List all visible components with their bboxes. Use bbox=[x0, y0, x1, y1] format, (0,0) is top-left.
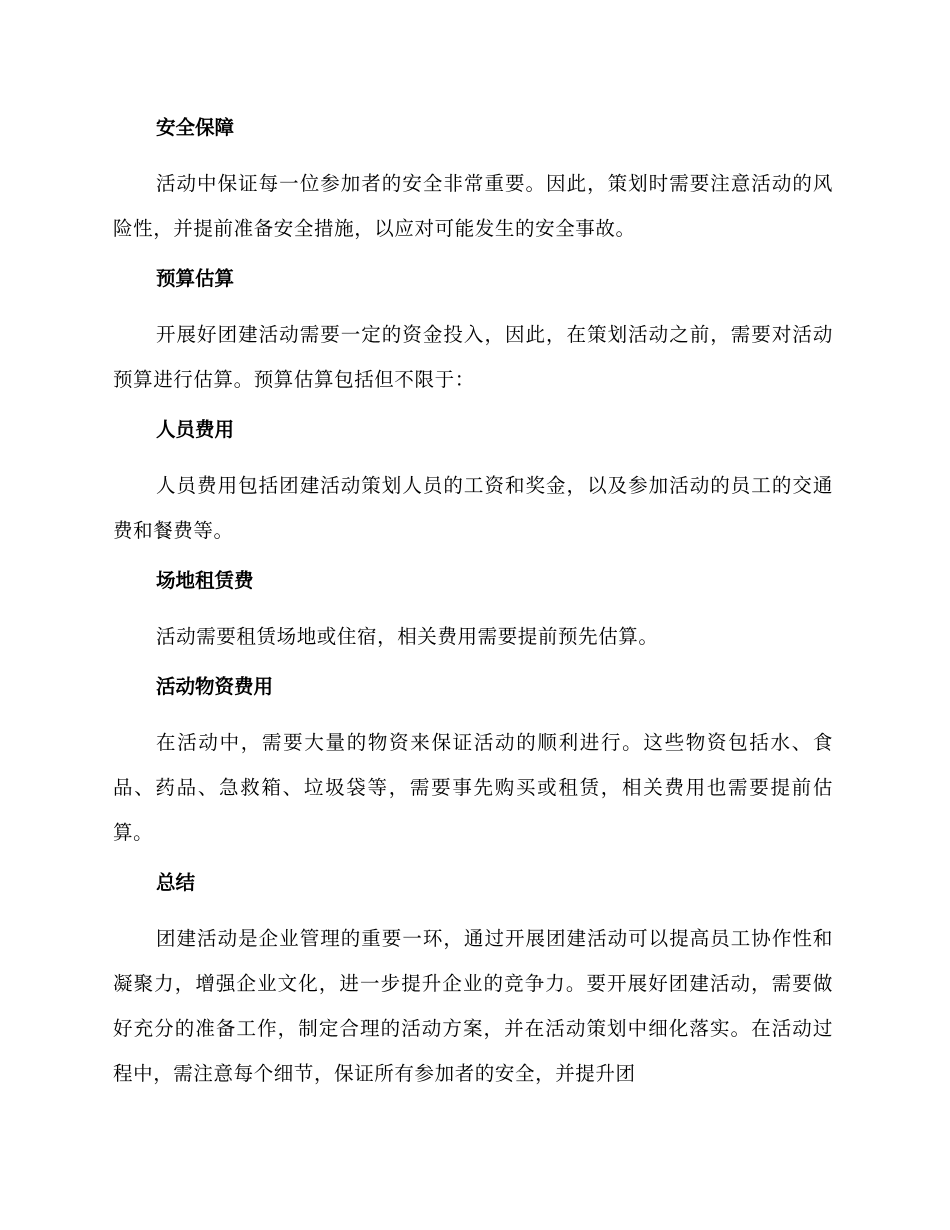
document-content bbox=[113, 108, 833, 1104]
section-body-summary: 团建活动是企业管理的重要一环，通过开展团建活动可以提高员工协作性和凝聚力，增强企业文化，进一步提升企业的竞争力。要开展好团建活动，需要做好充分的准备工作，制定合理的活动方案，并在活动策划中细化落实。在活动过程中，需注意每个细节，保证所有参加者的安全，并提升团 bbox=[113, 927, 833, 1085]
section-heading-budget: 预算估算 bbox=[156, 267, 235, 290]
section-heading-safety: 安全保障 bbox=[156, 116, 235, 139]
section-heading-personnel-cost: 人员费用 bbox=[156, 418, 235, 441]
section-body-budget: 开展好团建活动需要一定的资金投入，因此，在策划活动之前，需要对活动预算进行估算。预算估算包括但不限于： bbox=[113, 323, 833, 391]
section-heading-summary: 总结 bbox=[156, 871, 196, 894]
section-heading-venue-rental: 场地租赁费 bbox=[156, 569, 254, 592]
section-body-venue-rental: 活动需要租赁场地或住宿，相关费用需要提前预先估算。 bbox=[156, 625, 659, 648]
section-body-supplies-cost: 在活动中，需要大量的物资来保证活动的顺利进行。这些物资包括水、食品、药品、急救箱、垃圾袋等，需要事先购买或租赁，相关费用也需要提前估算。 bbox=[113, 731, 833, 844]
section-heading-supplies-cost: 活动物资费用 bbox=[156, 675, 274, 698]
section-body-personnel-cost: 人员费用包括团建活动策划人员的工资和奖金，以及参加活动的员工的交通费和餐费等。 bbox=[113, 474, 833, 542]
section-body-safety: 活动中保证每一位参加者的安全非常重要。因此，策划时需要注意活动的风险性，并提前准备安全措施，以应对可能发生的安全事故。 bbox=[113, 172, 833, 240]
